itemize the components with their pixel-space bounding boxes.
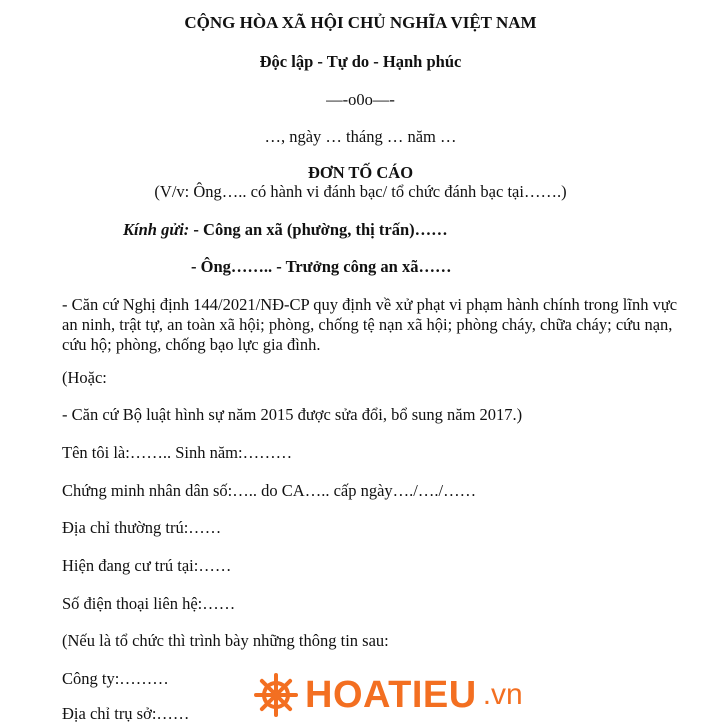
legal-basis-1: - Căn cứ Nghị định 144/2021/NĐ-CP quy định về xử phạt vi phạm hành chính trong lĩnh vực an ninh, trật tự, an toàn xã hội; phòng, chống tệ nạn xã hội; phòng cháy, chữa cháy; cứu nạn, cứu hộ; phòng, chống bạo lực gia đình. bbox=[62, 295, 678, 354]
organization-note: (Nếu là tổ chức thì trình bày những thông tin sau: bbox=[62, 631, 389, 650]
permanent-address-line: Địa chỉ thường trú:…… bbox=[62, 518, 222, 537]
ship-wheel-icon bbox=[253, 672, 299, 718]
separator: —-o0o—- bbox=[326, 90, 395, 109]
document-subject: (V/v: Ông….. có hành vi đánh bạc/ tổ chức đánh bạc tại…….) bbox=[154, 182, 567, 201]
company-line: Công ty:……… bbox=[62, 669, 169, 688]
recipient-line-1: - Công an xã (phường, thị trấn)…… bbox=[193, 220, 448, 239]
id-card-line: Chứng minh nhân dân số:….. do CA….. cấp ngày…./…./…… bbox=[62, 481, 477, 500]
recipients-block bbox=[123, 220, 448, 240]
watermark-brand: HOATIEU bbox=[305, 673, 477, 716]
phone-line: Số điện thoại liên hệ:…… bbox=[62, 594, 236, 613]
watermark-logo bbox=[253, 670, 523, 720]
or-label: (Hoặc: bbox=[62, 368, 107, 387]
motto: Độc lập - Tự do - Hạnh phúc bbox=[259, 52, 462, 71]
recipient-line-2: - Ông…….. - Trưởng công an xã…… bbox=[191, 257, 452, 276]
watermark-suffix: .vn bbox=[482, 678, 523, 711]
legal-basis-2: - Căn cứ Bộ luật hình sự năm 2015 được sửa đổi, bổ sung năm 2017.) bbox=[62, 405, 523, 424]
date-line: …, ngày … tháng … năm … bbox=[264, 127, 457, 146]
recipients-label: Kính gửi: bbox=[123, 220, 190, 239]
document-title: ĐƠN TỐ CÁO bbox=[307, 163, 414, 182]
name-line: Tên tôi là:…….. Sinh năm:……… bbox=[62, 443, 293, 462]
national-title: CỘNG HÒA XÃ HỘI CHỦ NGHĨA VIỆT NAM bbox=[184, 13, 537, 32]
current-residence-line: Hiện đang cư trú tại:…… bbox=[62, 556, 232, 575]
head-office-line: Địa chỉ trụ sở:…… bbox=[62, 704, 190, 723]
